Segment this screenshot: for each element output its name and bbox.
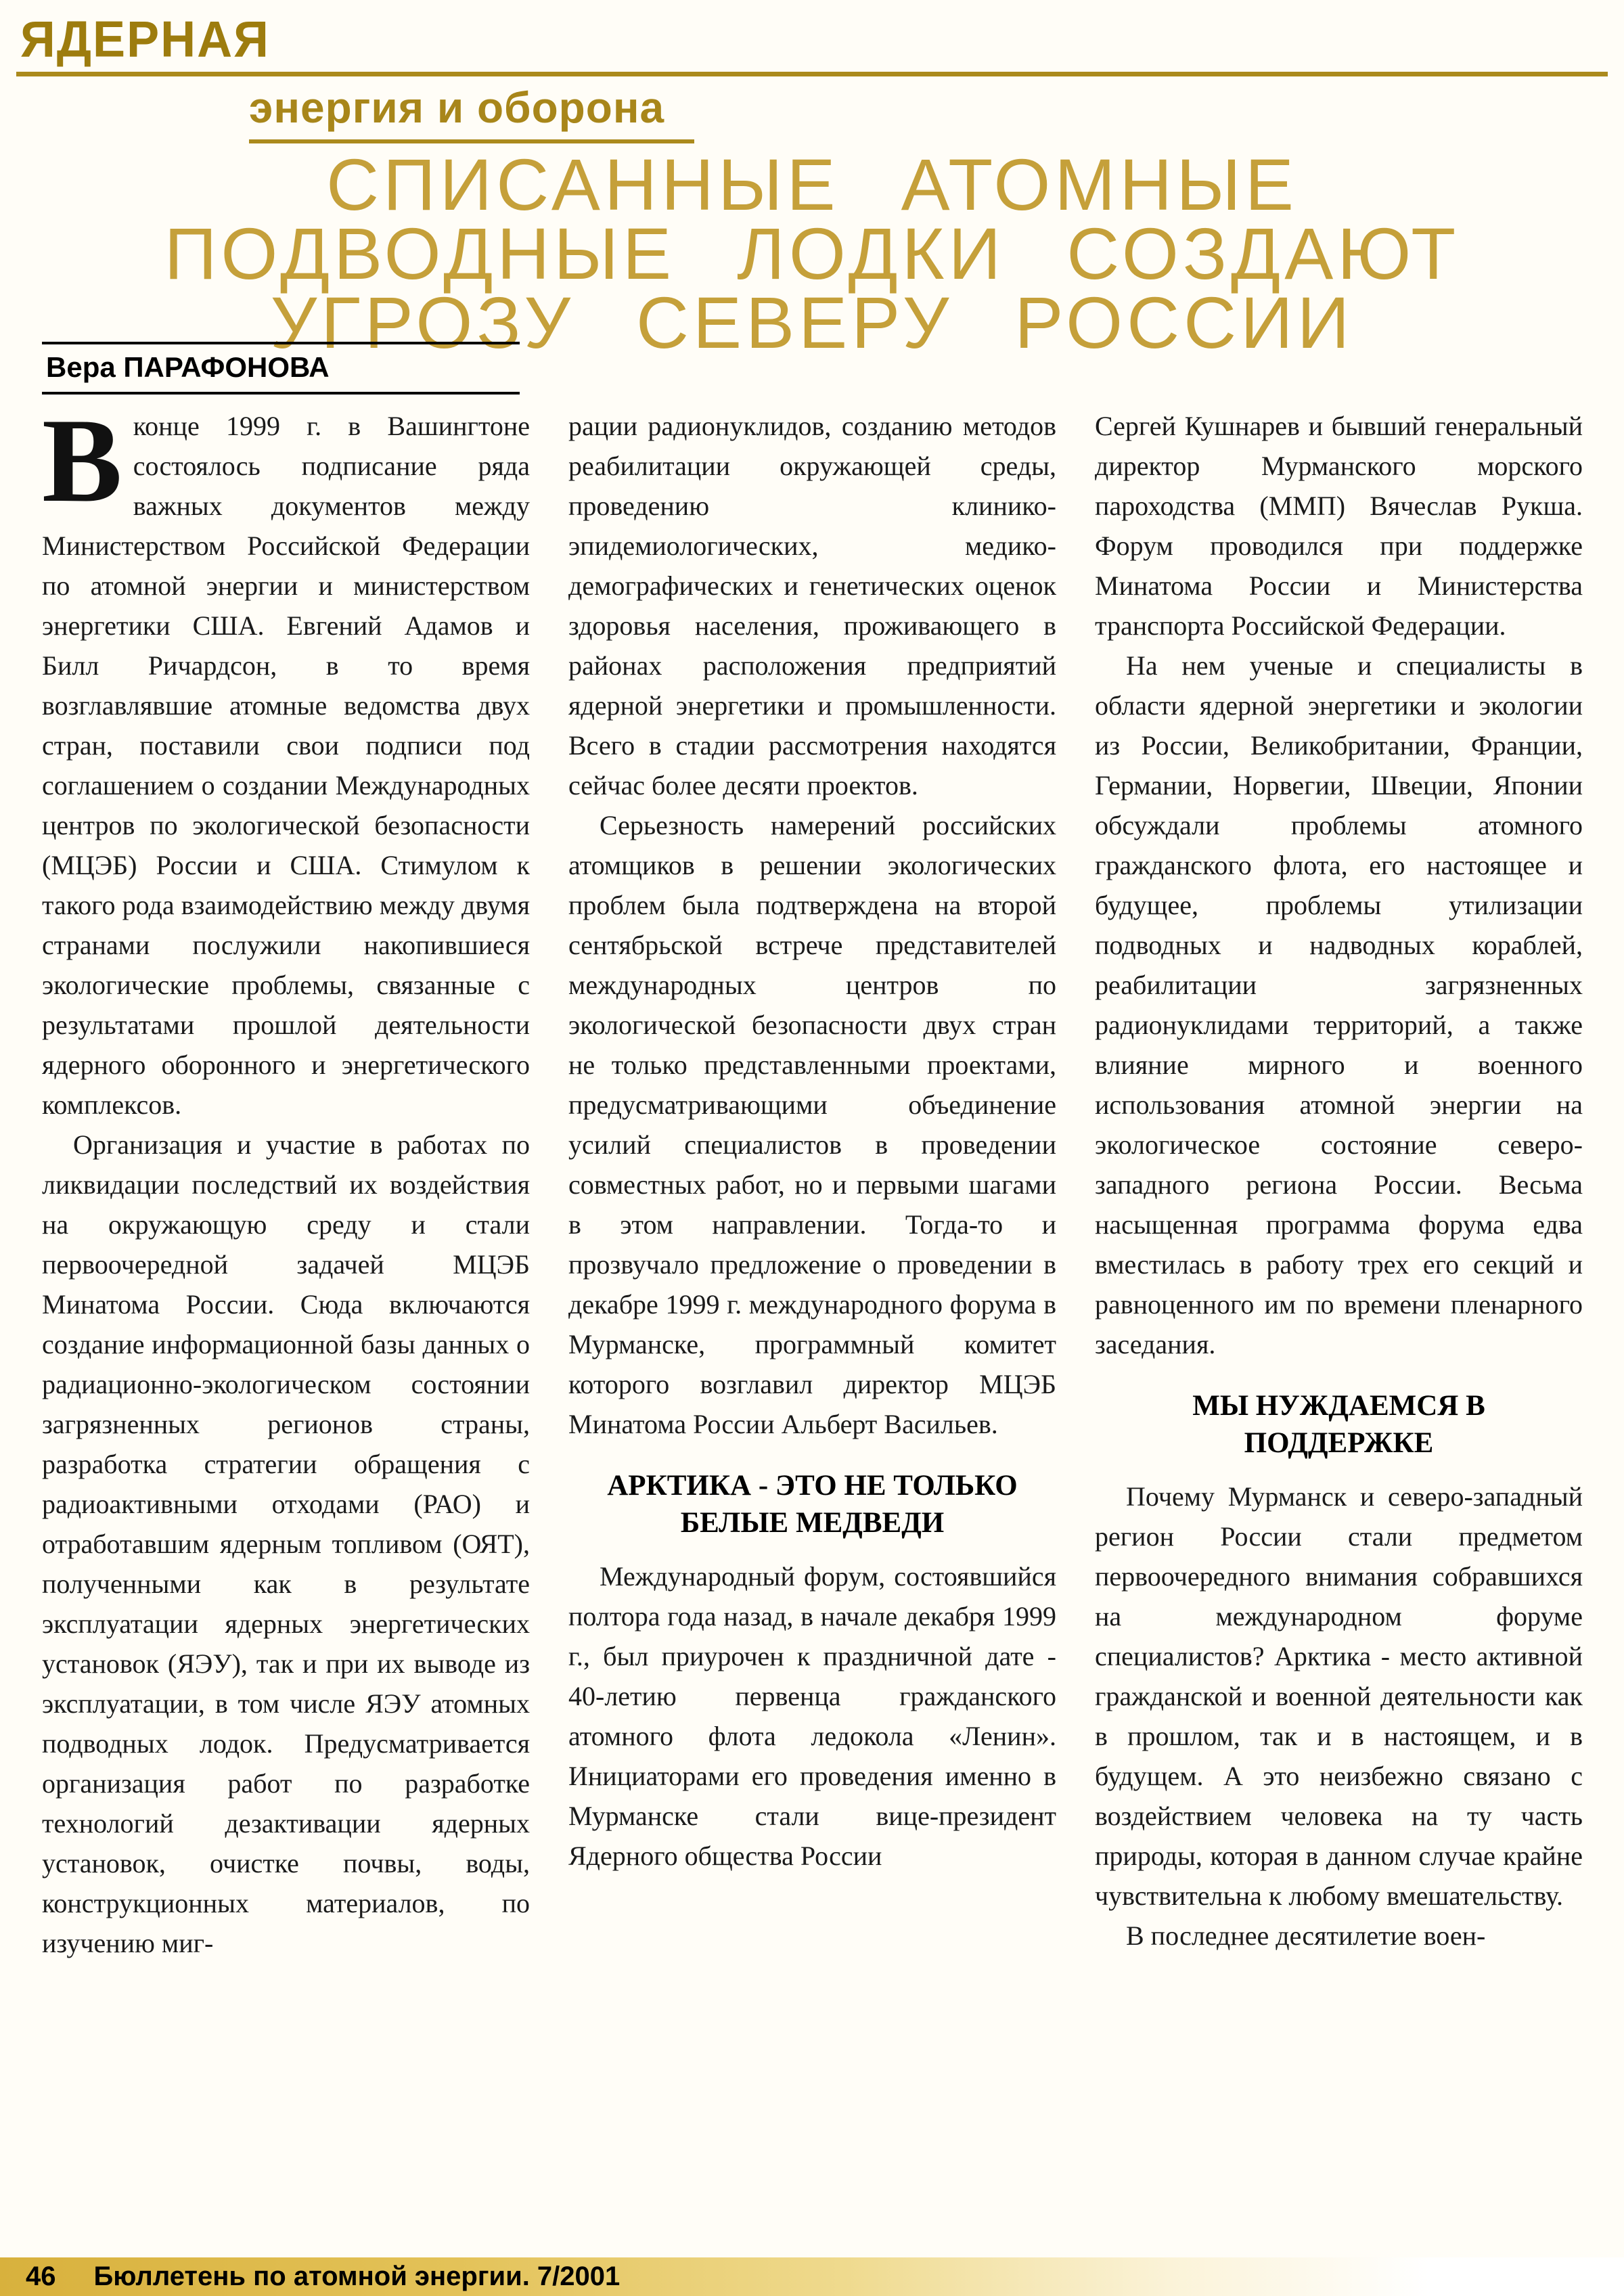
paragraph-lead-text: конце 1999 г. в Вашингтоне состоялось подписание ряда важных документов между Министерством Российской Федерации по атомной энергии и министерством энергетики США. Евгений Адамов и Билл Ричардсон, в то время возглавлявшие атомные ведомства двух стран, поставили свои подписи под соглашением о создании Международных центров по экологической безопасности (МЦЭБ) России и США. Стимулом к такого рода взаимодействию между двумя странами послужили накопившиеся экологические проблемы, связанные с результатами прошлой деятельности ядерного оборонного и энергетического комплексов.: [42, 411, 530, 1120]
page-number: 46: [26, 2261, 56, 2291]
paragraph: В последнее десятилетие воен-: [1126, 1920, 1486, 1951]
column-3: [1095, 406, 1583, 2257]
paragraph: Почему Мурманск и северо-западный регион России стали предметом первоочередного внимания собравшихся на международном форуме специалистов? Арктика - место активной гражданской и военной деятельности как в прошлом, так и в настоящем, и в будущем. А это неизбежно связано с воздействием человека на ту часть природы, которая в данном случае крайне чувствительна к любому вмешательству.: [1095, 1481, 1583, 1911]
paragraph-continuation: Сергей Кушнарев и бывший генеральный директор Мурманского морского пароходства (ММП) Вячеслав Рукша. Форум проводился при поддержке Минатома России и Министерства транспорта Российской Федерации.: [1095, 411, 1583, 641]
paragraph: Серьезность намерений российских атомщиков в решении экологических проблем была подтверждена на второй сентябрьской встрече представителей международных центров по экологической безопасности двух стран не только представленными проектами, предусматривающими объединение усилий специалистов в проведении совместных работ, но и первыми шагами в этом направлении. Тогда-то и прозвучало предложение о проведении в декабре 1999 г. международного форума в Мурманске, программный комитет которого возглавил директор МЦЭБ Минатома России Альберт Васильев.: [568, 810, 1056, 1439]
drop-cap: В: [42, 406, 122, 527]
paragraph: На нем ученые и специалисты в области ядерной энергетики и экологии из России, Великобритании, Франции, Германии, Норвегии, Швеции, Японии обсуждали проблемы атомного гражданского флота, его настоящее и будущее, проблемы утилизации подводных и надводных кораблей, реабилитации загрязненных радионуклидами территорий, а также влияние мирного и военного использования атомной энергии на экологическое состояние северо-западного региона России. Весьма насыщенная программа форума едва вместилась в работу трех его секций и равноценного им по времени пленарного заседания.: [1095, 650, 1583, 1359]
footer-bar: [0, 2257, 1624, 2296]
section-heading-support: МЫ НУЖДАЕМСЯ В ПОДДЕРЖКЕ: [1192, 1390, 1485, 1459]
paragraph: Международный форум, состоявшийся полтора года назад, в начале декабря 1999 г., был приурочен к праздничной дате - 40-летию первенца гражданского атомного флота ледокола «Ленин». Инициаторами его проведения именно в Мурманске стали вице-президент Ядерного общества России: [568, 1561, 1056, 1871]
paragraph: Организация и участие в работах по ликвидации последствий их воздействия на окружающую среду и стали первоочередной задачей МЦЭБ Минатома России. Сюда включаются создание информационной базы данных о радиационно-экологическом состоянии загрязненных регионов страны, разработка стратегии обращения с радиоактивными отходами (РАО) и отработавшим ядерным топливом (ОЯТ), полученными как в результате эксплуатации ядерных энергетических установок (ЯЭУ), так и при их выводе из эксплуатации, в том числе ЯЭУ атомных подводных лодок. Предусматривается организация работ по разработке технологий дезактивации ядерных установок, очистке почвы, воды, конструкционных материалов, по изучению миг-: [42, 1129, 530, 1958]
section-kicker-top: ЯДЕРНАЯ: [20, 12, 270, 68]
paragraph-lead: [42, 406, 530, 1125]
section-kicker-bottom: энергия и оборона: [249, 83, 665, 132]
column-1: [42, 406, 530, 2257]
article-title-line3: УГРОЗУ СЕВЕРУ РОССИИ: [270, 282, 1354, 363]
section-heading-arctic: АРКТИКА - ЭТО НЕ ТОЛЬКО БЕЛЫЕ МЕДВЕДИ: [607, 1470, 1018, 1539]
article-title-line2: ПОДВОДНЫЕ ЛОДКИ СОЗДАЮТ: [164, 212, 1460, 294]
article-body: [42, 406, 1583, 2257]
article-title: [0, 143, 1624, 363]
author-byline: Вера ПАРАФОНОВА: [42, 342, 520, 395]
article-title-line1: СПИСАННЫЕ АТОМНЫЕ: [326, 143, 1298, 225]
column-2: [568, 406, 1056, 2257]
paragraph-continuation: рации радионуклидов, созданию методов реабилитации окружающей среды, проведению клинико-эпидемиологических, медико-демографических и генетических оценок здоровья населения, проживающего в районах расположения предприятий ядерной энергетики и промышленности. Всего в стадии рассмотрения находятся сейчас более десяти проектов.: [568, 411, 1056, 801]
footer-journal-title: Бюллетень по атомной энергии. 7/2001: [93, 2261, 621, 2291]
gold-rule-full: [16, 72, 1608, 76]
